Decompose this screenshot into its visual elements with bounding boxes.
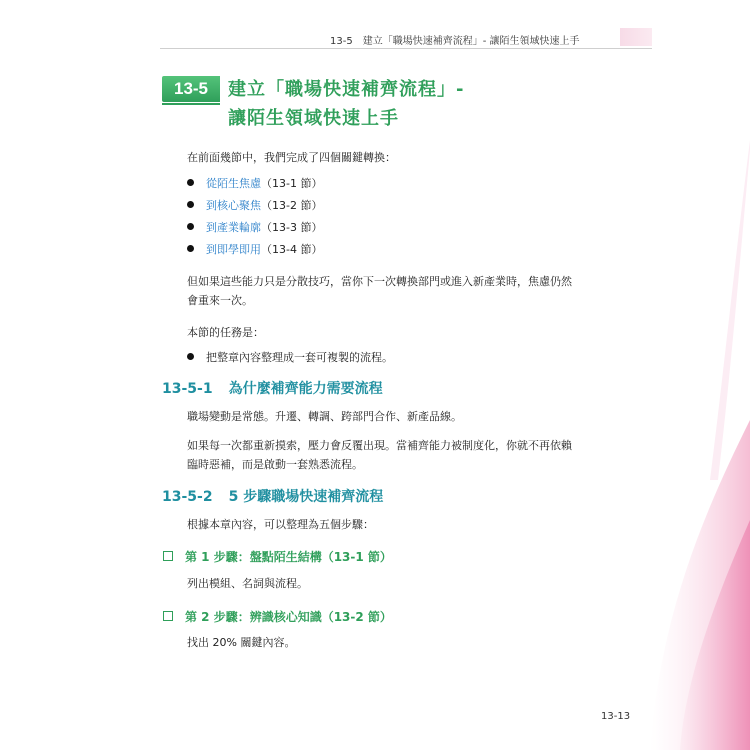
step-description: 找出 20% 關鍵內容。 (187, 636, 296, 649)
header-divider (160, 48, 652, 49)
subsection-number: 13-5-2 (162, 489, 213, 505)
subsection-number: 13-5-1 (162, 381, 213, 397)
transformation-ref: （13-4 節） (261, 243, 323, 256)
checkbox-icon (163, 611, 173, 621)
step-title: 第 1 步驟：盤點陌生結構（13-1 節） (185, 550, 392, 564)
subsection2-intro: 根據本章內容，可以整理為五個步驟： (187, 518, 374, 531)
section-number-badge: 13-5 (162, 76, 220, 102)
bullet-icon (187, 223, 194, 230)
subsection1-paragraph1: 職場變動是常態。升遷、轉調、跨部門合作、新產品線。 (187, 410, 462, 423)
intro-paragraph: 在前面幾節中，我們完成了四個關鍵轉換： (187, 151, 396, 164)
bullet-icon (187, 179, 194, 186)
transformation-label[interactable]: 到核心聚焦 (206, 199, 261, 212)
task-intro: 本節的任務是： (187, 326, 264, 339)
running-header: 13-5 建立「職場快速補齊流程」- 讓陌生領域快速上手 (330, 36, 580, 47)
step-description: 列出模組、名詞與流程。 (187, 577, 308, 590)
list-item (187, 197, 322, 215)
section-title-line1: 建立「職場快速補齊流程」- (228, 79, 465, 100)
subsection-heading-13-5-1 (162, 378, 383, 398)
subsection1-paragraph2-line2: 臨時惡補，而是啟動一套熟悉流程。 (187, 458, 363, 471)
step-heading (163, 548, 392, 565)
transformation-label[interactable]: 到產業輪廓 (206, 221, 261, 234)
transformation-label[interactable]: 從陌生焦慮 (206, 177, 261, 190)
step-title: 第 2 步驟：辨識核心知識（13-2 節） (185, 610, 392, 624)
bullet-icon (187, 353, 194, 360)
transformation-ref: （13-3 節） (261, 221, 323, 234)
page-number: 13-13 (601, 711, 631, 722)
step-heading (163, 608, 392, 625)
bullet-icon (187, 245, 194, 252)
problem-paragraph-line2: 會重來一次。 (187, 294, 253, 307)
subsection-title: 5 步驟職場快速補齊流程 (228, 489, 384, 505)
list-item (187, 219, 322, 237)
section-badge-underline (162, 103, 220, 105)
checkbox-icon (163, 551, 173, 561)
list-item (187, 175, 322, 193)
transformation-ref: （13-2 節） (261, 199, 323, 212)
transformation-label[interactable]: 到即學即用 (206, 243, 261, 256)
bullet-icon (187, 201, 194, 208)
subsection1-paragraph2-line1: 如果每一次都重新摸索，壓力會反覆出現。當補齊能力被制度化，你就不再依賴 (187, 439, 572, 452)
list-item (187, 241, 322, 259)
list-item (187, 349, 393, 367)
transformation-ref: （13-1 節） (261, 177, 323, 190)
problem-paragraph-line1: 但如果這些能力只是分散技巧，當你下一次轉換部門或進入新產業時，焦慮仍然 (187, 275, 572, 288)
task-bullet-text: 把整章內容整理成一套可複製的流程。 (206, 351, 393, 364)
section-title-line2: 讓陌生領域快速上手 (228, 108, 399, 129)
pink-wave-decoration (550, 0, 750, 750)
subsection-heading-13-5-2 (162, 486, 383, 506)
subsection-title: 為什麼補齊能力需要流程 (228, 381, 383, 397)
